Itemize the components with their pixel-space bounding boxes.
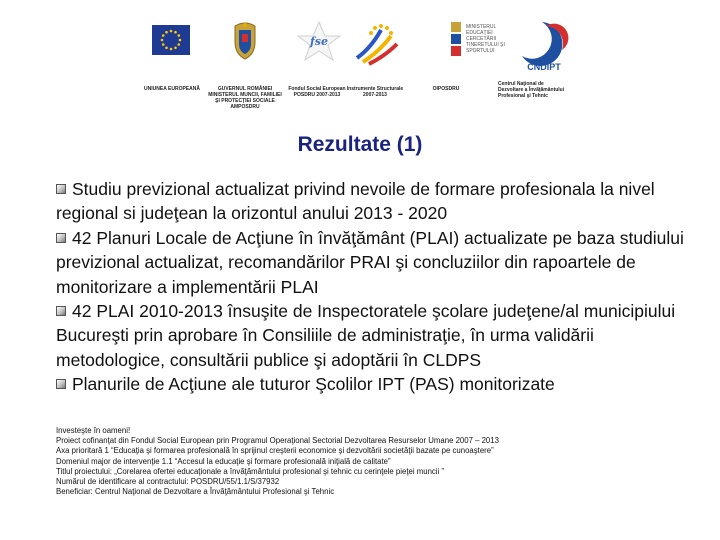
- checkbox-bullet-icon: [56, 233, 66, 243]
- ministry-logo: [449, 18, 463, 64]
- fse-caption: Fondul Social European POSDRU 2007-2013: [288, 86, 346, 98]
- fse-logo-text: fse: [310, 35, 328, 48]
- eu-star-icon: [170, 48, 173, 51]
- footer-line: Titlul proiectului: „Corelarea ofertei educaţionale a învăţământului profesional şi tehnic cu cerinţele pieţei muncii ”: [56, 466, 445, 476]
- eu-star-icon: [165, 46, 168, 49]
- footer-line: Numărul de identificare al contractului: POSDRU/55/1.1/S/37932: [56, 477, 280, 487]
- checkbox-bullet-icon: [56, 306, 66, 316]
- footer-line: Investeşte în oameni!: [56, 426, 131, 435]
- bullet-text: Studiu previzional actualizat privind nevoile de formare profesionala la nivel regional si judeţean la orizontul anului 2013 - 2020: [56, 179, 655, 224]
- structural-instruments-caption: Instrumente Structurale 2007-2013: [346, 86, 404, 98]
- footer-line: Axa prioritară 1 “Educaţia şi formarea profesională în sprijinul creşterii economice şi dezvoltării societăţii bazate pe cunoaştere”: [56, 446, 494, 456]
- eu-star-icon: [162, 43, 165, 46]
- bullet-item: [56, 226, 684, 299]
- cndipt-caption: Centrul Naţional de Dezvoltare a Învăţământului Profesional şi Tehnic: [498, 81, 565, 99]
- government-caption: GUVERNUL ROMÂNIEI MINISTERUL MUNCII, FAMILIEI ŞI PROTECŢIEI SOCIALE AMPOSDRU: [208, 86, 282, 110]
- oiposdru-caption: OIPOSDRU: [432, 86, 460, 92]
- bullet-text: 42 PLAI 2010-2013 însuşite de Inspectoratele şcolare judeţene/al municipiului Bucureşti prin aprobare în Consiliile de administraţie, în urma validării metodologice, consultării publice şi adoptării în CLDPS: [56, 301, 676, 370]
- ministry-logo-text: MINISTERUL EDUCAŢIEI CERCETĂRII TINERETULUI ŞI SPORTULUI: [466, 24, 505, 54]
- checkbox-bullet-icon: [56, 379, 66, 389]
- bullet-item: [56, 299, 684, 372]
- footer-line: Domeniul major de intervenţie 1.1 “Accesul la educaţie şi formare profesională iniţială de calitate”: [56, 456, 391, 466]
- eu-star-icon: [177, 43, 180, 46]
- bullet-list: [56, 177, 684, 397]
- structural-instruments-logo: [351, 18, 401, 66]
- fse-logo: [296, 20, 342, 62]
- project-footer: [56, 426, 676, 497]
- bullet-text: 42 Planuri Locale de Acţiune în învăţământ (PLAI) actualizate pe baza studiului previzional actualizat, recomandărilor PRAI şi concluziilor din rapoartele de monitorizare a implementării PLAI: [56, 227, 684, 297]
- eu-star-icon: [177, 34, 180, 37]
- bullet-item: [56, 372, 684, 396]
- slide-title: Rezultate (1): [297, 133, 423, 156]
- eu-flag-logo: [152, 25, 190, 55]
- eu-caption: UNIUNEA EUROPEANĂ: [144, 86, 200, 92]
- cndipt-logo: [512, 20, 572, 72]
- eu-star-icon: [162, 34, 165, 37]
- bullet-item: [56, 177, 684, 226]
- checkbox-bullet-icon: [56, 184, 66, 194]
- eu-star-icon: [170, 30, 173, 33]
- eu-star-icon: [165, 31, 168, 34]
- coat-of-arms-logo: [231, 20, 259, 60]
- eu-star-icon: [174, 31, 177, 34]
- eu-star-icon: [179, 39, 182, 42]
- bullet-text: Planurile de Acţiune ale tuturor Şcolilor IPT (PAS) monitorizate: [72, 374, 555, 395]
- eu-star-icon: [161, 39, 164, 42]
- footer-line: Proiect cofinanţat din Fondul Social European prin Programul Operaţional Sectorial Dezvoltarea Resurselor Umane 2007 – 2013: [56, 436, 499, 446]
- cndipt-logo-text: CNDIPT: [527, 62, 561, 72]
- eu-star-icon: [174, 46, 177, 49]
- footer-line: Beneficiar: Centrul Naţional de Dezvoltare a Învăţământului Profesional şi Tehnic: [56, 487, 335, 497]
